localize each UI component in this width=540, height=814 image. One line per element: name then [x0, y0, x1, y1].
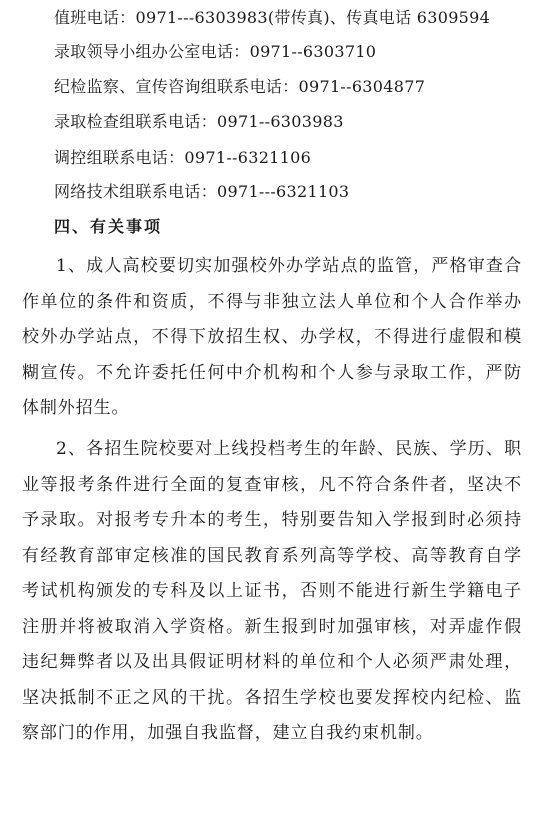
- contact-control-group-phone: 调控组联系电话：0971--6321106: [54, 148, 312, 167]
- contact-admission-office-phone: 录取领导小组办公室电话：0971--6303710: [54, 42, 377, 61]
- contact-inspection-group-phone: 录取检查组联系电话：0971--6303983: [54, 112, 344, 131]
- section-heading: 四、有关事项: [54, 217, 163, 236]
- paragraph-1: 1、成人高校要切实加强校外办学站点的监管，严格审查合作单位的条件和资质，不得与非独立法人单位和个人合作举办校外办学站点，不得下放招生权、办学权，不得进行虚假和模糊宣传。不允许委托任何中介机构和个人参与录取工作，严防体制外招生。: [22, 256, 522, 418]
- contact-discipline-publicity-phone: 纪检监察、宣传咨询组联系电话：0971--6304877: [54, 77, 426, 96]
- contact-duty-phone: 值班电话：0971---6303983(带传真)、传真电话 6309594: [54, 8, 491, 27]
- contact-network-group-phone: 网络技术组联系电话：0971---6321103: [54, 182, 350, 201]
- paragraph-2: 2、各招生院校要对上线投档考生的年龄、民族、学历、职业等报考条件进行全面的复查审核，凡不符合条件者，坚决不予录取。对报考专升本的考生，特别要告知入学报到时必须持有经教育部审定核准的国民教育系列高等学校、高等教育自学考试机构颁发的专科及以上证书，否则不能进行新生学籍电子注册并将被取消入学资格。新生报到时加强审核，对弄虚作假违纪舞弊者以及出具假证明材料的单位和个人必须严肃处理，坚决抵制不正之风的干扰。各招生学校也要发挥校内纪检、监察部门的作用，加强自我监督，建立自我约束机制。: [22, 439, 522, 743]
